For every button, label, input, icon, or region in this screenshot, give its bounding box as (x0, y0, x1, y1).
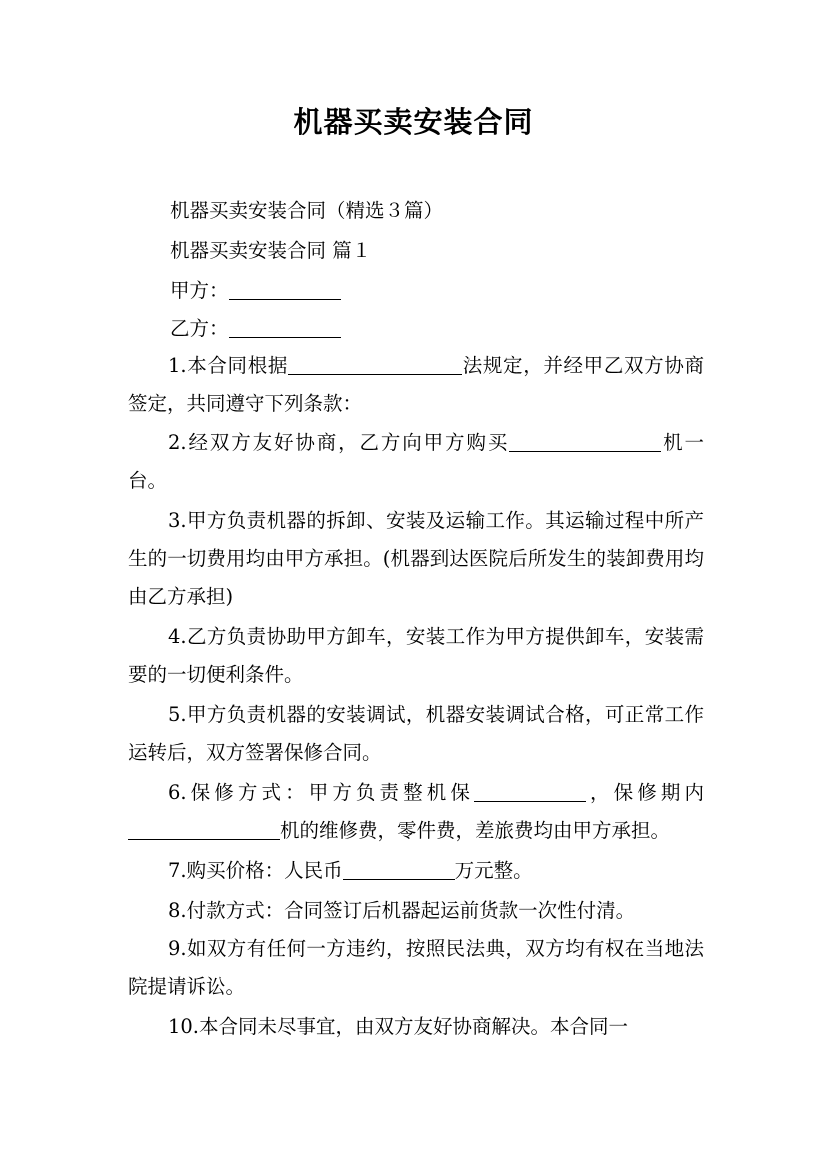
clause-6-text-c: 机的维修费，零件费，差旅费均由甲方承担。 (280, 819, 671, 842)
clause-4: 4.乙方负责协助甲方卸车，安装工作为甲方提供卸车，安装需要的一切便利条件。 (128, 625, 704, 686)
clause-6 (128, 774, 704, 850)
clause-1 (128, 347, 704, 423)
clause-6-blank-2 (128, 817, 280, 840)
clause-1-text-b: 法规定，并经甲乙双方协商签定，共同遵守下列条款： (128, 354, 704, 415)
part-heading: 机器买卖安装合同 篇１ (170, 239, 372, 262)
clause-6-blank-1 (474, 779, 586, 802)
clause-5: 5.甲方负责机器的安装调试，机器安装调试合格，可正常工作运转后，双方签署保修合同。 (128, 703, 704, 764)
subtitle: 机器买卖安装合同（精选３篇） (170, 199, 444, 222)
clause-8: 8.付款方式：合同签订后机器起运前货款一次性付清。 (167, 899, 636, 922)
clause-6-text-a: 6.保修方式：甲方负责整机保 (167, 781, 474, 804)
document-title: 机器买卖安装合同 (293, 105, 534, 139)
clause-7-blank (343, 857, 455, 880)
clause-7-text-b: 万元整。 (454, 859, 533, 882)
clause-7-text-a: 7.购买价格：人民币 (167, 859, 343, 882)
party-b-blank (229, 315, 341, 338)
clause-2-text-b: 机一台。 (128, 431, 704, 492)
party-a-label: 甲方： (170, 279, 229, 302)
clause-7 (128, 852, 704, 890)
clause-1-text-a: 1.本合同根据 (167, 354, 289, 377)
clause-2 (128, 424, 704, 500)
party-b-line (170, 314, 341, 344)
clause-2-blank (509, 429, 661, 452)
party-b-label: 乙方： (170, 317, 229, 340)
clause-2-text-a: 2.经双方友好协商，乙方向甲方购买 (167, 431, 510, 454)
party-a-blank (229, 277, 341, 300)
clause-1-blank (288, 352, 462, 375)
clause-9: 9.如双方有任何一方违约，按照民法典，双方均有权在当地法院提请诉讼。 (128, 937, 704, 998)
clause-3: 3.甲方负责机器的拆卸、安装及运输工作。其运输过程中所产生的一切费用均由甲方承担。(机器到达医院后所发生的装卸费用均由乙方承担) (128, 509, 704, 608)
clause-6-text-b: ，保修期内 (585, 781, 704, 804)
party-a-line (170, 276, 341, 306)
clause-10: 10.本合同未尽事宜，由双方友好协商解决。本合同一 (167, 1015, 628, 1038)
